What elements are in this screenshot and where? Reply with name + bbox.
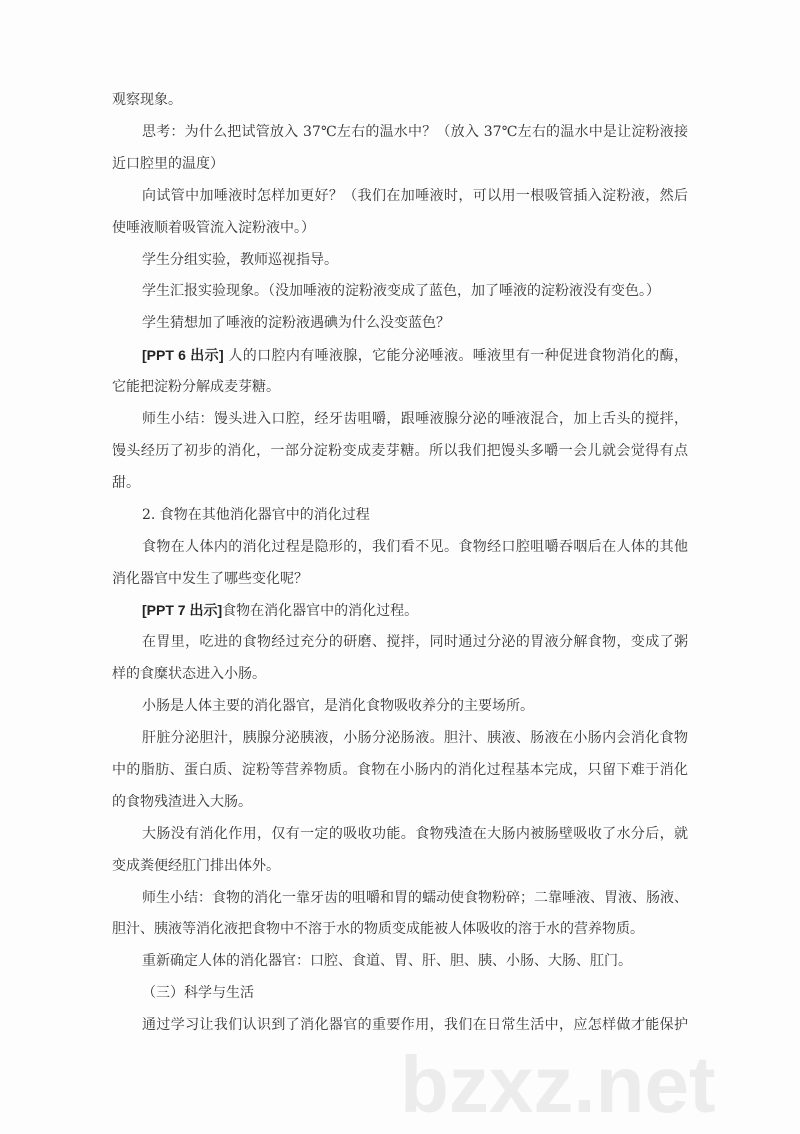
line-text: 变成粪便经肛门排出体外。 — [112, 857, 280, 874]
text-line — [112, 664, 688, 684]
text-line — [142, 951, 688, 971]
line-text: 它能把淀粉分解成麦芽糖。 — [112, 379, 280, 396]
line-text: 近口腔里的温度） — [112, 155, 224, 172]
text-line — [142, 313, 688, 333]
ppt-label: [PPT 6 出示] — [142, 347, 224, 364]
text-line — [112, 441, 688, 461]
line-text: 人的口腔内有唾液腺，它能分泌唾液。唾液里有一种促进食物消化的酶， — [223, 348, 688, 365]
line-text: 观察现象。 — [112, 92, 182, 108]
line-text: 学生分组实验，教师巡视指导。 — [142, 251, 338, 268]
text-line — [112, 856, 688, 876]
text-line — [112, 377, 688, 397]
text-line — [142, 537, 688, 557]
line-text: 消化器官中发生了哪些变化呢？ — [112, 570, 308, 587]
watermark: bzxz.net — [400, 1040, 716, 1129]
line-text: 重新确定人体的消化器官：口腔、食道、胃、肝、胆、胰、小肠、大肠、肛门。 — [142, 953, 632, 970]
text-line — [112, 792, 688, 812]
text-line — [142, 186, 688, 206]
line-text: 师生小结：馒头进入口腔，经牙齿咀嚼，跟唾液腺分泌的唾液混合，加上舌头的搅拌， — [142, 411, 688, 427]
line-text: （三）科学与生活 — [142, 985, 254, 1002]
line-text: 学生汇报实验现象。（没加唾液的淀粉液变成了蓝色，加了唾液的淀粉液没有变色。） — [142, 283, 660, 300]
line-text: 馒头经历了初步的消化，一部分淀粉变成麦芽糖。所以我们把馒头多嚼一会儿就会觉得有点 — [112, 442, 688, 459]
text-line — [142, 250, 688, 270]
text-line — [112, 154, 688, 174]
line-text: 通过学习让我们认识到了消化器官的重要作用，我们在日常生活中，应怎样做才能保护 — [142, 1017, 688, 1034]
text-line — [142, 409, 688, 429]
text-line — [112, 569, 688, 589]
line-text: 甜。 — [112, 474, 140, 491]
text-line — [142, 1015, 688, 1035]
line-text: 向试管中加唾液时怎样加更好？（我们在加唾液时，可以用一根吸管插入淀粉液，然后 — [142, 187, 688, 204]
line-text: 小肠是人体主要的消化器官，是消化食物吸收养分的主要场所。 — [142, 698, 534, 715]
text-line — [142, 888, 688, 908]
text-line — [142, 345, 688, 366]
text-line — [112, 90, 688, 110]
text-line — [142, 824, 688, 844]
text-line — [142, 983, 688, 1003]
text-line — [142, 632, 688, 652]
line-text: 在胃里，吃进的食物经过充分的研磨、搅拌，同时通过分泌的胃液分解食物，变成了粥 — [142, 634, 688, 651]
line-text: 样的食糜状态进入小肠。 — [112, 666, 266, 683]
line-text: 中的脂肪、蛋白质、淀粉等营养物质。食物在小肠内的消化过程基本完成，只留下难于消化 — [112, 761, 688, 778]
line-text: 大肠没有消化作用，仅有一定的吸收功能。食物残渣在大肠内被肠壁吸收了水分后，就 — [142, 825, 688, 842]
text-line — [142, 281, 688, 301]
line-text: 师生小结：食物的消化一靠牙齿的咀嚼和胃的蠕动使食物粉碎；二靠唾液、胃液、肠液、 — [142, 889, 688, 906]
text-line — [112, 218, 688, 238]
text-line — [142, 122, 688, 142]
text-line — [112, 473, 688, 493]
line-text: 食物在人体内的消化过程是隐形的，我们看不见。食物经口腔咀嚼吞咽后在人体的其他 — [142, 538, 688, 555]
line-text: 2. 食物在其他消化器官中的消化过程 — [142, 506, 370, 523]
text-line — [142, 505, 688, 525]
ppt-label: [PPT 7 出示] — [142, 602, 223, 619]
text-line — [112, 760, 688, 780]
line-text: 胆汁、胰液等消化液把食物中不溶于水的物质变成能被人体吸收的溶于水的营养物质。 — [112, 921, 644, 938]
text-line — [142, 696, 688, 716]
line-text: 使唾液顺着吸管流入淀粉液中。） — [112, 219, 315, 236]
line-text: 的食物残渣进入大肠。 — [112, 793, 252, 810]
text-line — [112, 919, 688, 939]
line-text: 学生猜想加了唾液的淀粉液遇碘为什么没变蓝色？ — [142, 315, 450, 332]
text-line — [142, 600, 688, 621]
line-text: 食物在消化器官中的消化过程。 — [222, 603, 419, 620]
text-line — [142, 728, 688, 748]
line-text: 肝脏分泌胆汁，胰腺分泌胰液，小肠分泌肠液。胆汁、胰液、肠液在小肠内会消化食物 — [142, 730, 688, 746]
line-text: 思考：为什么把试管放入 37℃左右的温水中？（放入 37℃左右的温水中是让淀粉液接 — [142, 123, 688, 140]
